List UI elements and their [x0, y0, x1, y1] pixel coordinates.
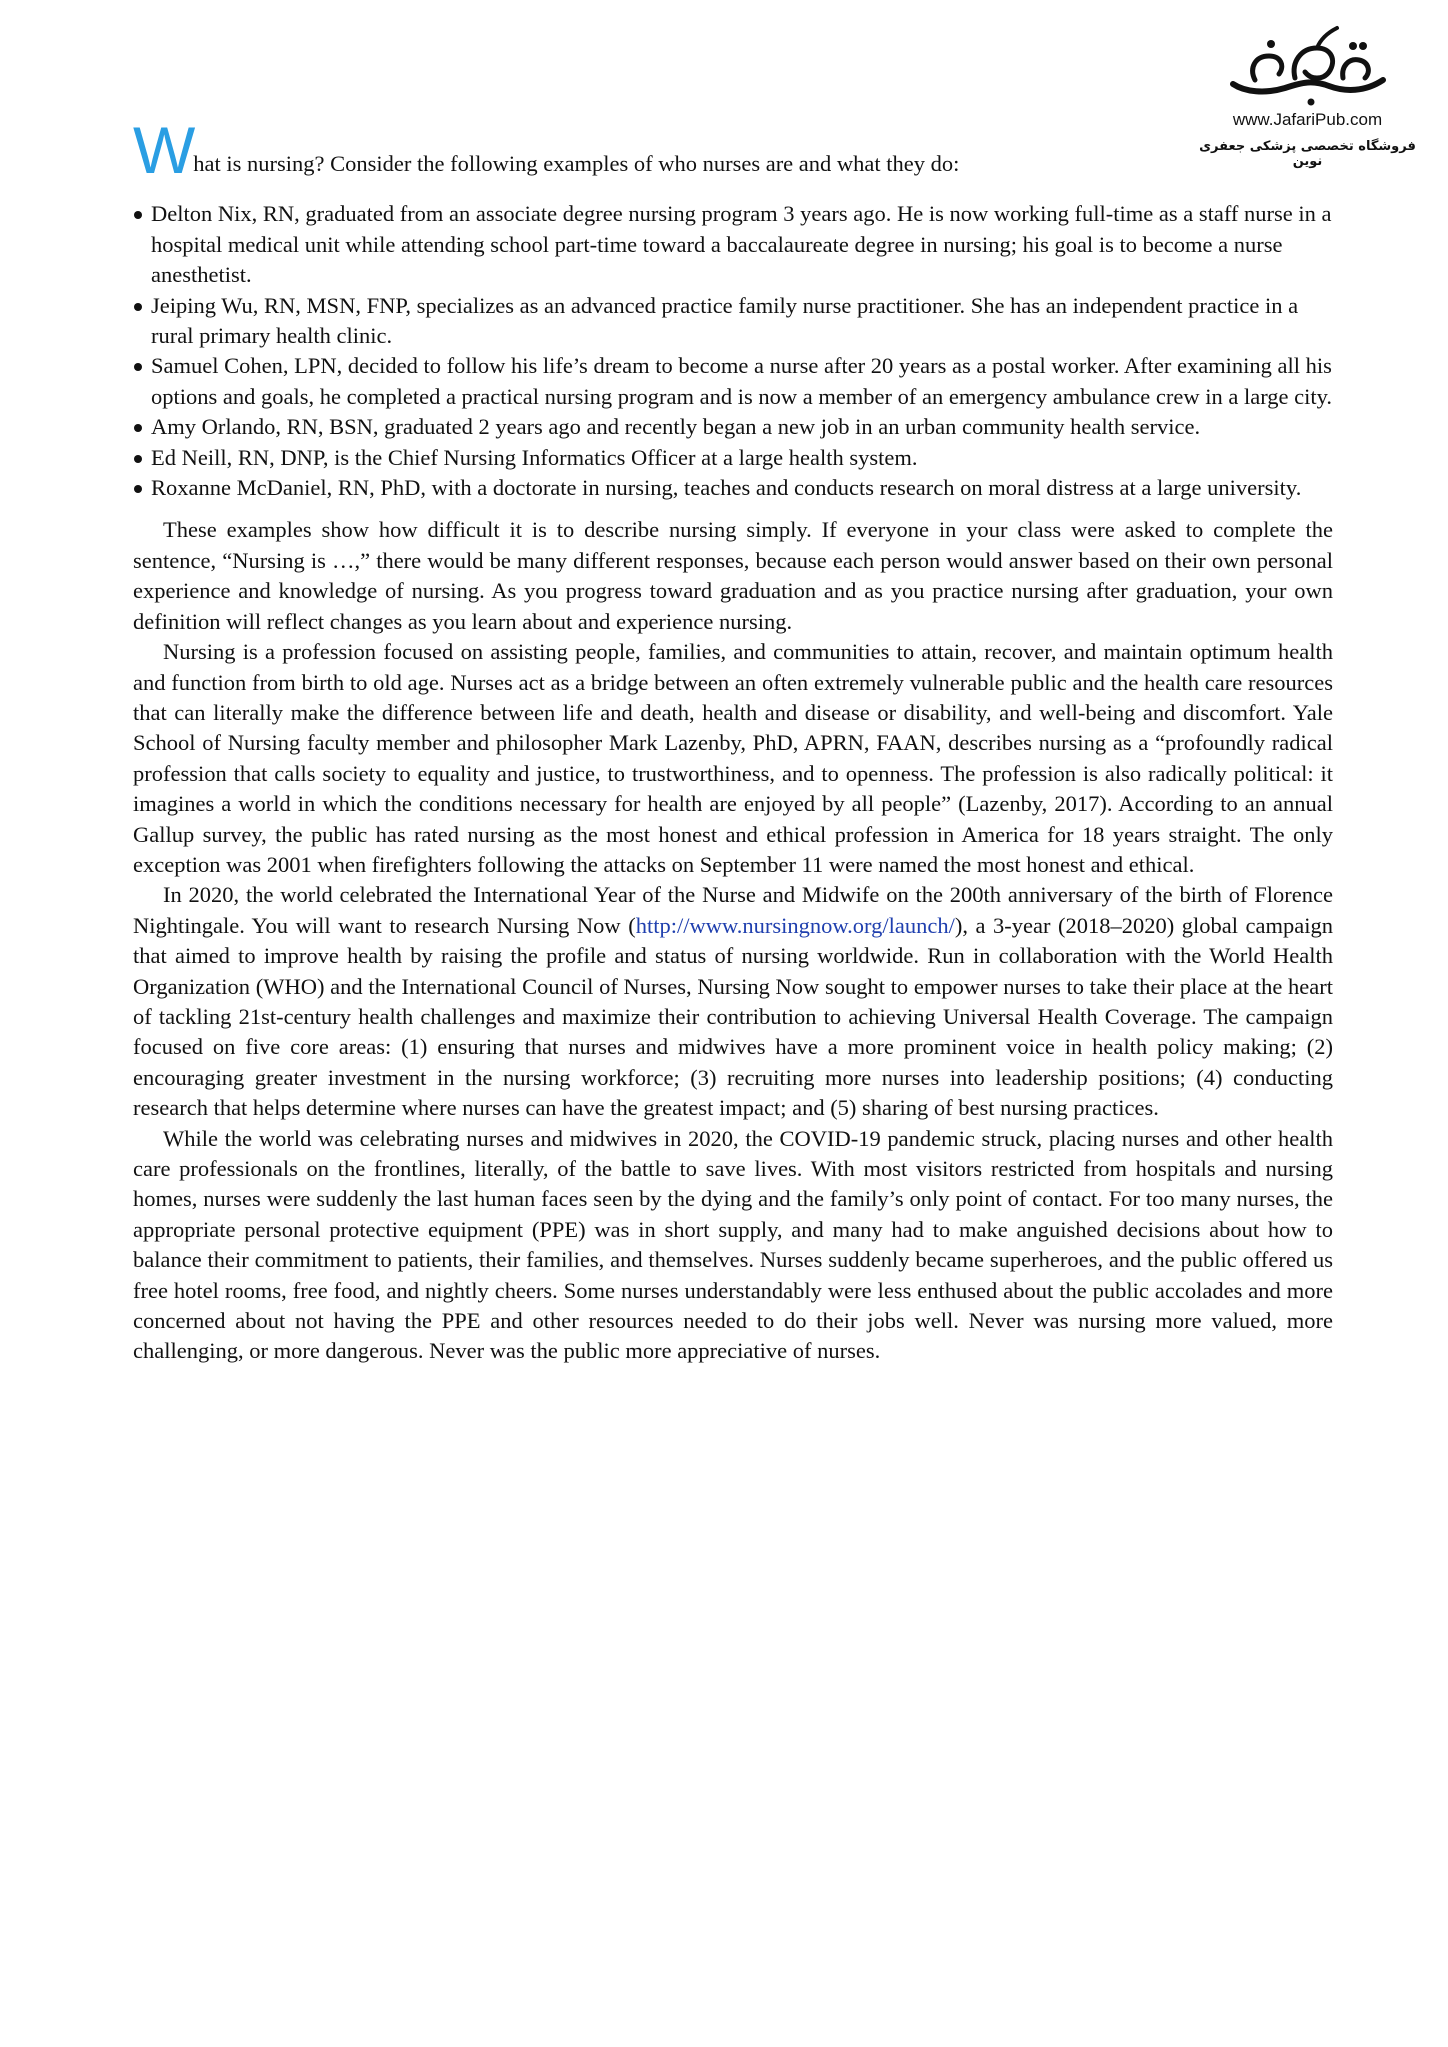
paragraph-text: In 2020, the world celebrated the International Year of the Nurse and Midwife on the 200th anniversary of the birth of Florence Nightingale. You will want to research Nursing Now ( — [133, 882, 1333, 938]
paragraph-covid: While the world was celebrating nurses and midwives in 2020, the COVID-19 pandemic struck, placing nurses and other health care professionals on the frontlines, literally, of the battle to save lives. With most visitors restricted from hospitals and nursing homes, nurses were suddenly the last human faces seen by the dying and the family’s only point of contact. For too many nurses, the appropriate personal protective equipment (PPE) was in short supply, and many had to make anguished decisions about how to balance their commitment to patients, their families, and themselves. Nurses suddenly became superheroes, and the public offered us free hotel rooms, free food, and nightly cheers. Some nurses understandably were less enthused about the public accolades and more concerned about not having the PPE and other resources needed to do their jobs well. Never was nursing more valued, more challenging, or more dangerous. Never was the public more appreciative of nurses. — [133, 1125, 1333, 1364]
jafari-logo-mark — [1225, 22, 1390, 110]
paragraph-nursing-now — [133, 880, 1333, 1123]
list-item: Ed Neill, RN, DNP, is the Chief Nursing Informatics Officer at a large health system. — [151, 443, 1333, 473]
drop-cap: W — [133, 113, 196, 187]
logo-url: www.JafariPub.com — [1232, 110, 1383, 129]
paragraph-nursing-definition: Nursing is a profession focused on assisting people, families, and communities to attain, recover, and maintain optimum health and function from birth to old age. Nurses act as a bridge between an often extremely vulnerable public and the health care resources that can literally make the difference between life and death, health and disease or disability, and well-being and discomfort. Yale School of Nursing faculty member and philosopher Mark Lazenby, PhD, APRN, FAAN, describes nursing as a “profoundly radical profession that calls society to equality and justice, to trustworthiness, and to openness. The profession is also radically political: it imagines a world in which the conditions necessary for health are enjoyed by all people” (Lazenby, 2017). According to an annual Gallup survey, the public has rated nursing as the most honest and ethical profession in America for 18 years straight. The only exception was 2001 when firefighters following the attacks on September 11 were named the most honest and ethical. — [133, 639, 1333, 877]
nursing-now-link[interactable]: http://www.nursingnow.org/launch/ — [635, 912, 955, 938]
paragraph-examples-summary: These examples show how difficult it is to describe nursing simply. If everyone in your class were asked to complete the sentence, “Nursing is …,” there would be many different responses, because each person would answer based on their own personal experience and knowledge of nursing. As you progress toward graduation and as you practice nursing after graduation, your own definition will reflect changes as you learn about and experience nursing. — [133, 517, 1333, 634]
list-item: Delton Nix, RN, graduated from an associate degree nursing program 3 years ago. He is now working full-time as a staff nurse in a hospital medical unit while attending school part-time toward a baccalaureate degree in nursing; his goal is to become a nurse anesthetist. — [151, 199, 1333, 290]
logo-tagline: فروشگاه تخصصی پزشکی جعفری نوین — [1199, 139, 1416, 169]
list-item: Samuel Cohen, LPN, decided to follow his life’s dream to become a nurse after 20 years as a postal worker. After examining all his options and goals, he completed a practical nursing program and is now a member of an emergency ambulance crew in a large city. — [151, 351, 1333, 412]
nurse-examples-list — [133, 199, 1333, 503]
list-item: Jeiping Wu, RN, MSN, FNP, specializes as an advanced practice family nurse practitioner. She has an independent practice in a rural primary health clinic. — [151, 291, 1333, 352]
list-item: Amy Orlando, RN, BSN, graduated 2 years ago and recently began a new job in an urban community health service. — [151, 412, 1333, 442]
intro-text: hat is nursing? Consider the following examples of who nurses are and what they do: — [193, 151, 960, 176]
list-item: Roxanne McDaniel, RN, PhD, with a doctorate in nursing, teaches and conducts research on moral distress at a large university. — [151, 473, 1333, 503]
body-paragraphs — [133, 515, 1333, 1366]
paragraph-text: ), a 3-year (2018–2020) global campaign that aimed to improve health by raising the profile and status of nursing worldwide. Run in collaboration with the World Health Organization (WHO) and the International Council of Nurses, Nursing Now sought to empower nurses to take their place at the heart of tackling 21st-century health challenges and maximize their contribution to achieving Universal Health Coverage. The campaign focused on five core areas: (1) ensuring that nurses and midwives have a more prominent voice in health policy making; (2) encouraging greater investment in the nursing workforce; (3) recruiting more nurses into leadership positions; (4) conducting research that helps determine where nurses can have the greatest impact; and (5) sharing of best nursing practices. — [133, 912, 1333, 1121]
